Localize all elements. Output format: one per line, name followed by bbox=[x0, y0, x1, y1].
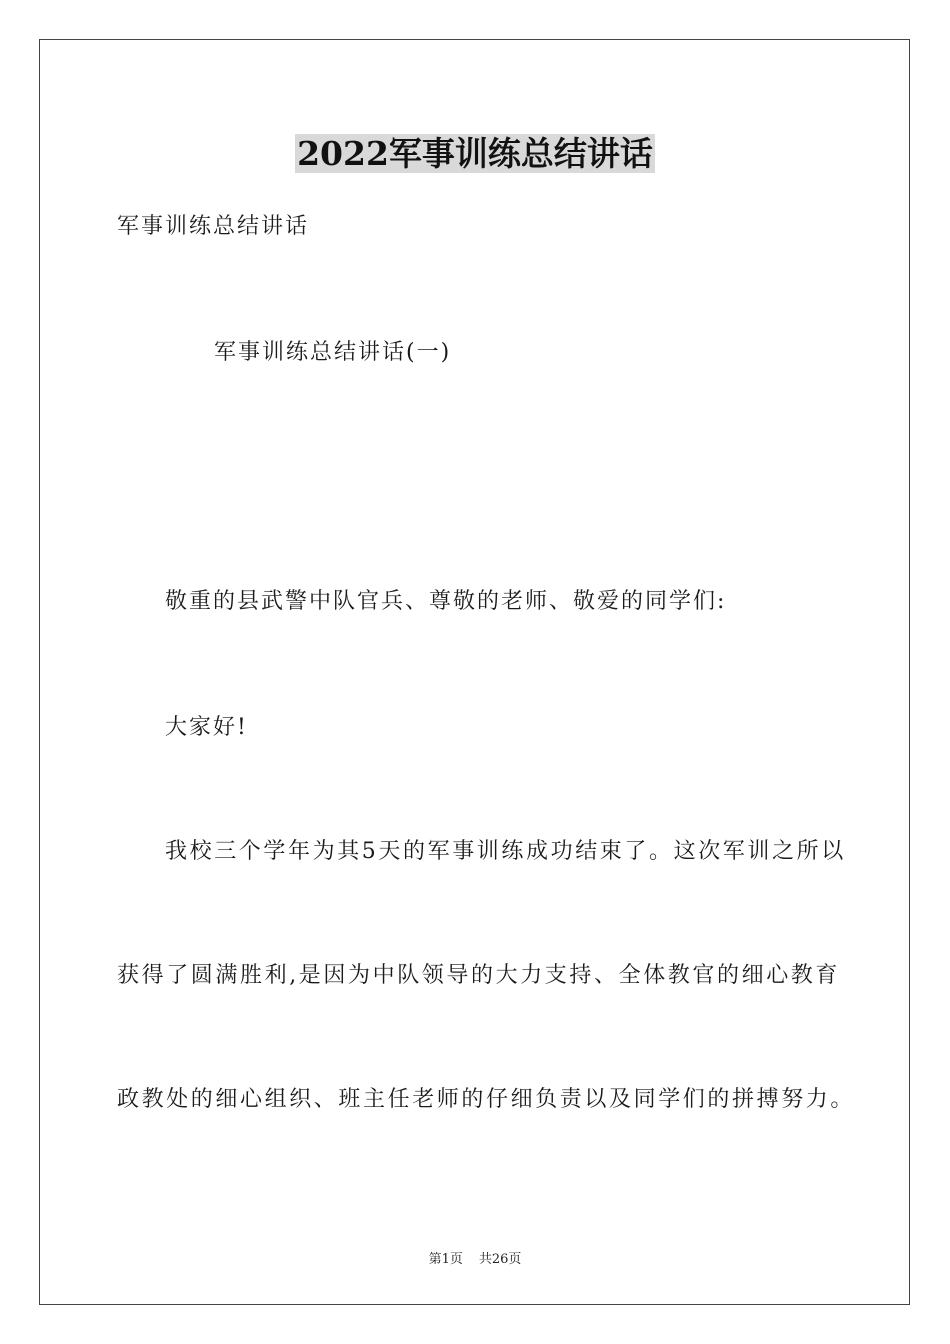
paragraph-body-line: 政教处的细心组织、班主任老师的仔细负责以及同学们的拼搏努力。 bbox=[117, 1087, 856, 1112]
page-number: 第1页 bbox=[428, 1252, 463, 1267]
page-total: 共26页 bbox=[478, 1252, 522, 1267]
document-title-wrap bbox=[0, 128, 950, 175]
paragraph-greeting: 大家好! bbox=[165, 715, 248, 740]
page-footer bbox=[0, 1248, 950, 1267]
paragraph-salutation: 敬重的县武警中队官兵、尊敬的老师、敬爱的同学们: bbox=[165, 589, 727, 614]
paragraph-body-line: 获得了圆满胜利,是因为中队领导的大力支持、全体教官的细心教育 bbox=[117, 963, 840, 988]
paragraph-body-line: 我校三个学年为其5天的军事训练成功结束了。这次军训之所以 bbox=[165, 839, 846, 864]
document-title: 2022军事训练总结讲话 bbox=[297, 134, 653, 173]
section-heading: 军事训练总结讲话(一) bbox=[214, 340, 452, 365]
document-subtitle: 军事训练总结讲话 bbox=[117, 214, 310, 239]
